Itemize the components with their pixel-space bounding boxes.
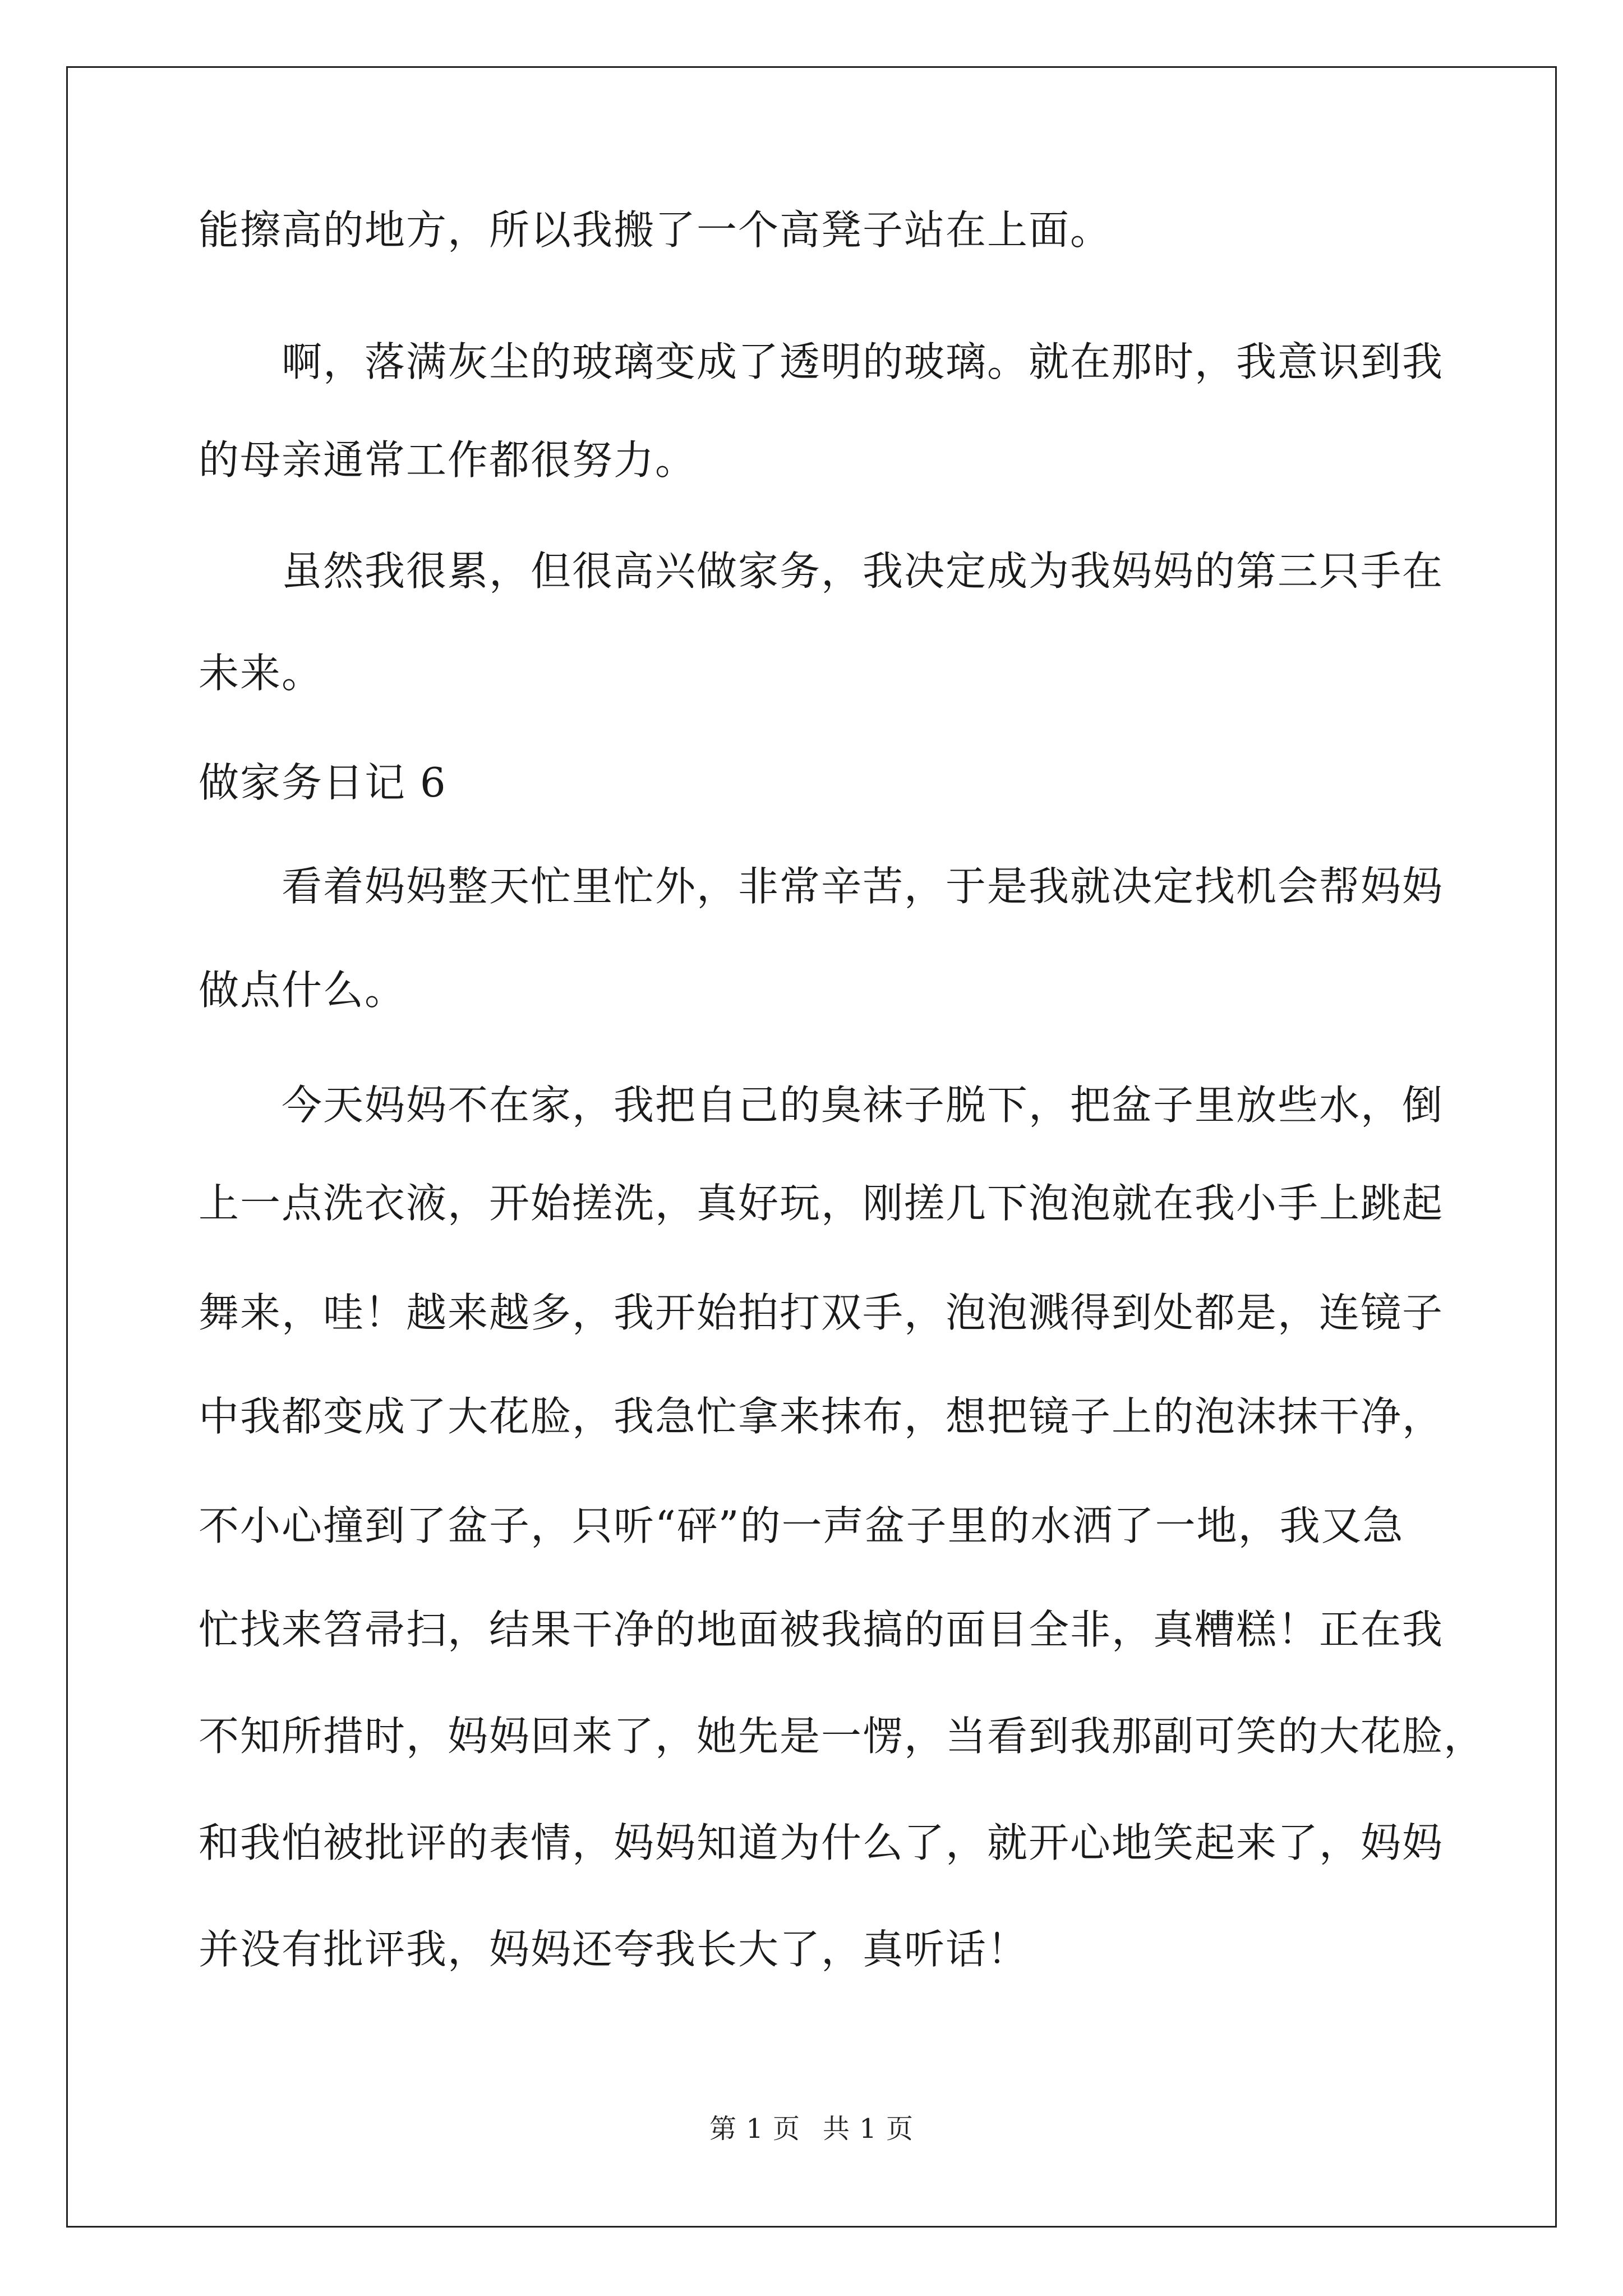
paragraph-line: 和我怕被批评的表情，妈妈知道为什么了，就开心地笑起来了，妈妈	[199, 1819, 1444, 1866]
paragraph-line: 并没有批评我，妈妈还夸我长大了，真听话！	[199, 1926, 1029, 1973]
paragraph-line: 上一点洗衣液，开始搓洗，真好玩，刚搓几下泡泡就在我小手上跳起	[199, 1180, 1444, 1227]
paragraph-line: 忙找来笤帚扫，结果干净的地面被我搞的面目全非，真糟糕！正在我	[199, 1606, 1444, 1653]
paragraph-line: 能擦高的地方，所以我搬了一个高凳子站在上面。	[199, 206, 1112, 254]
paragraph-line: 舞来，哇！越来越多，我开始拍打双手，泡泡溅得到处都是，连镜子	[199, 1289, 1444, 1336]
paragraph-line: 做点什么。	[199, 967, 407, 1014]
paragraph-line: 未来。	[199, 650, 324, 697]
paragraph-line: 虽然我很累，但很高兴做家务，我决定成为我妈妈的第三只手在	[282, 547, 1444, 595]
page-number-total: 共 1 页	[823, 2113, 914, 2145]
paragraph-line: 看着妈妈整天忙里忙外，非常辛苦，于是我就决定找机会帮妈妈	[282, 863, 1444, 910]
paragraph-line: 的母亲通常工作都很努力。	[199, 436, 697, 484]
paragraph-line: 啊，落满灰尘的玻璃变成了透明的玻璃。就在那时，我意识到我	[282, 338, 1444, 385]
page-border	[66, 66, 1557, 2228]
paragraph-line: 不小心撞到了盆子，只听“砰”的一声盆子里的水洒了一地，我又急	[199, 1502, 1404, 1549]
paragraph-line: 今天妈妈不在家，我把自己的臭袜子脱下，把盆子里放些水，倒	[282, 1082, 1444, 1129]
section-heading: 做家务日记 6	[199, 759, 447, 806]
paragraph-line: 不知所措时，妈妈回来了，她先是一愣，当看到我那副可笑的大花脸，	[199, 1713, 1486, 1760]
paragraph-line: 中我都变成了大花脸，我急忙拿来抹布，想把镜子上的泡沫抹干净，	[199, 1393, 1444, 1440]
page-footer	[0, 2112, 1623, 2146]
page-number-current: 第 1 页	[709, 2113, 800, 2145]
